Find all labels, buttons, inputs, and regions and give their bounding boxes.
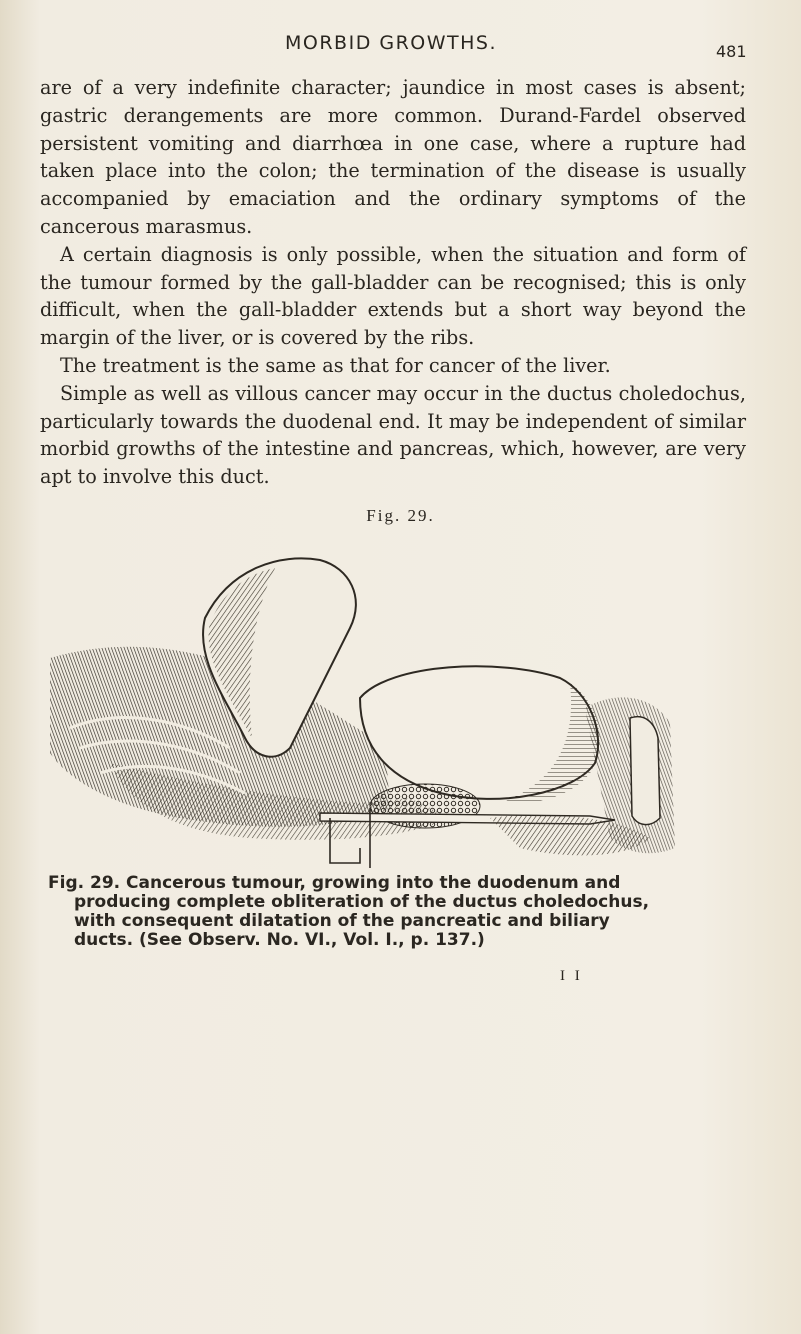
figure-caption — [48, 874, 748, 950]
signature-mark: I I — [560, 968, 583, 984]
page-header — [0, 30, 801, 70]
caption-line: producing complete obliteration of the ductus choledochus, — [74, 892, 650, 912]
paragraph-treatment: The treatment is the same as that for cancer of the liver. — [60, 353, 611, 377]
caption-line: ducts. (See Observ. No. VI., Vol. I., p. 137.) — [74, 930, 485, 950]
duct-channel — [630, 717, 660, 825]
paragraph-symptoms: are of a very indefinite character; jaundice in most cases is absent; gastric derangements are more common. Durand-Fardel observed persistent vomiting and diarrhœa in one case, where a rupture had taken place into the colon; the termination of the disease is usually accompanied by emaciation and the ordinary symptoms of the cancerous marasmus. — [40, 76, 746, 238]
paragraph-diagnosis: A certain diagnosis is only possible, when the situation and form of the tumour formed by the gall-bladder can be recognised; this is only difficult, when the gall-bladder extends but a short way beyond the margin of the liver, or is covered by the ribs. — [40, 242, 746, 350]
caption-line: with consequent dilatation of the pancreatic and biliary — [74, 911, 610, 931]
figure-label: Fig. 29. — [366, 506, 435, 525]
anatomical-illustration — [30, 548, 680, 868]
body-text — [40, 74, 746, 491]
caption-line: Fig. 29. Cancerous tumour, growing into the duodenum and — [48, 873, 621, 893]
paragraph-duct-cancer: Simple as well as villous cancer may occur in the ductus choledochus, particularly towards the duodenal end. It may be independent of similar morbid growths of the intestine and pancreas, which, however, are very apt to involve this duct. — [40, 381, 746, 489]
page-number: 481 — [716, 42, 747, 61]
running-title: MORBID GROWTHS. — [285, 32, 498, 54]
